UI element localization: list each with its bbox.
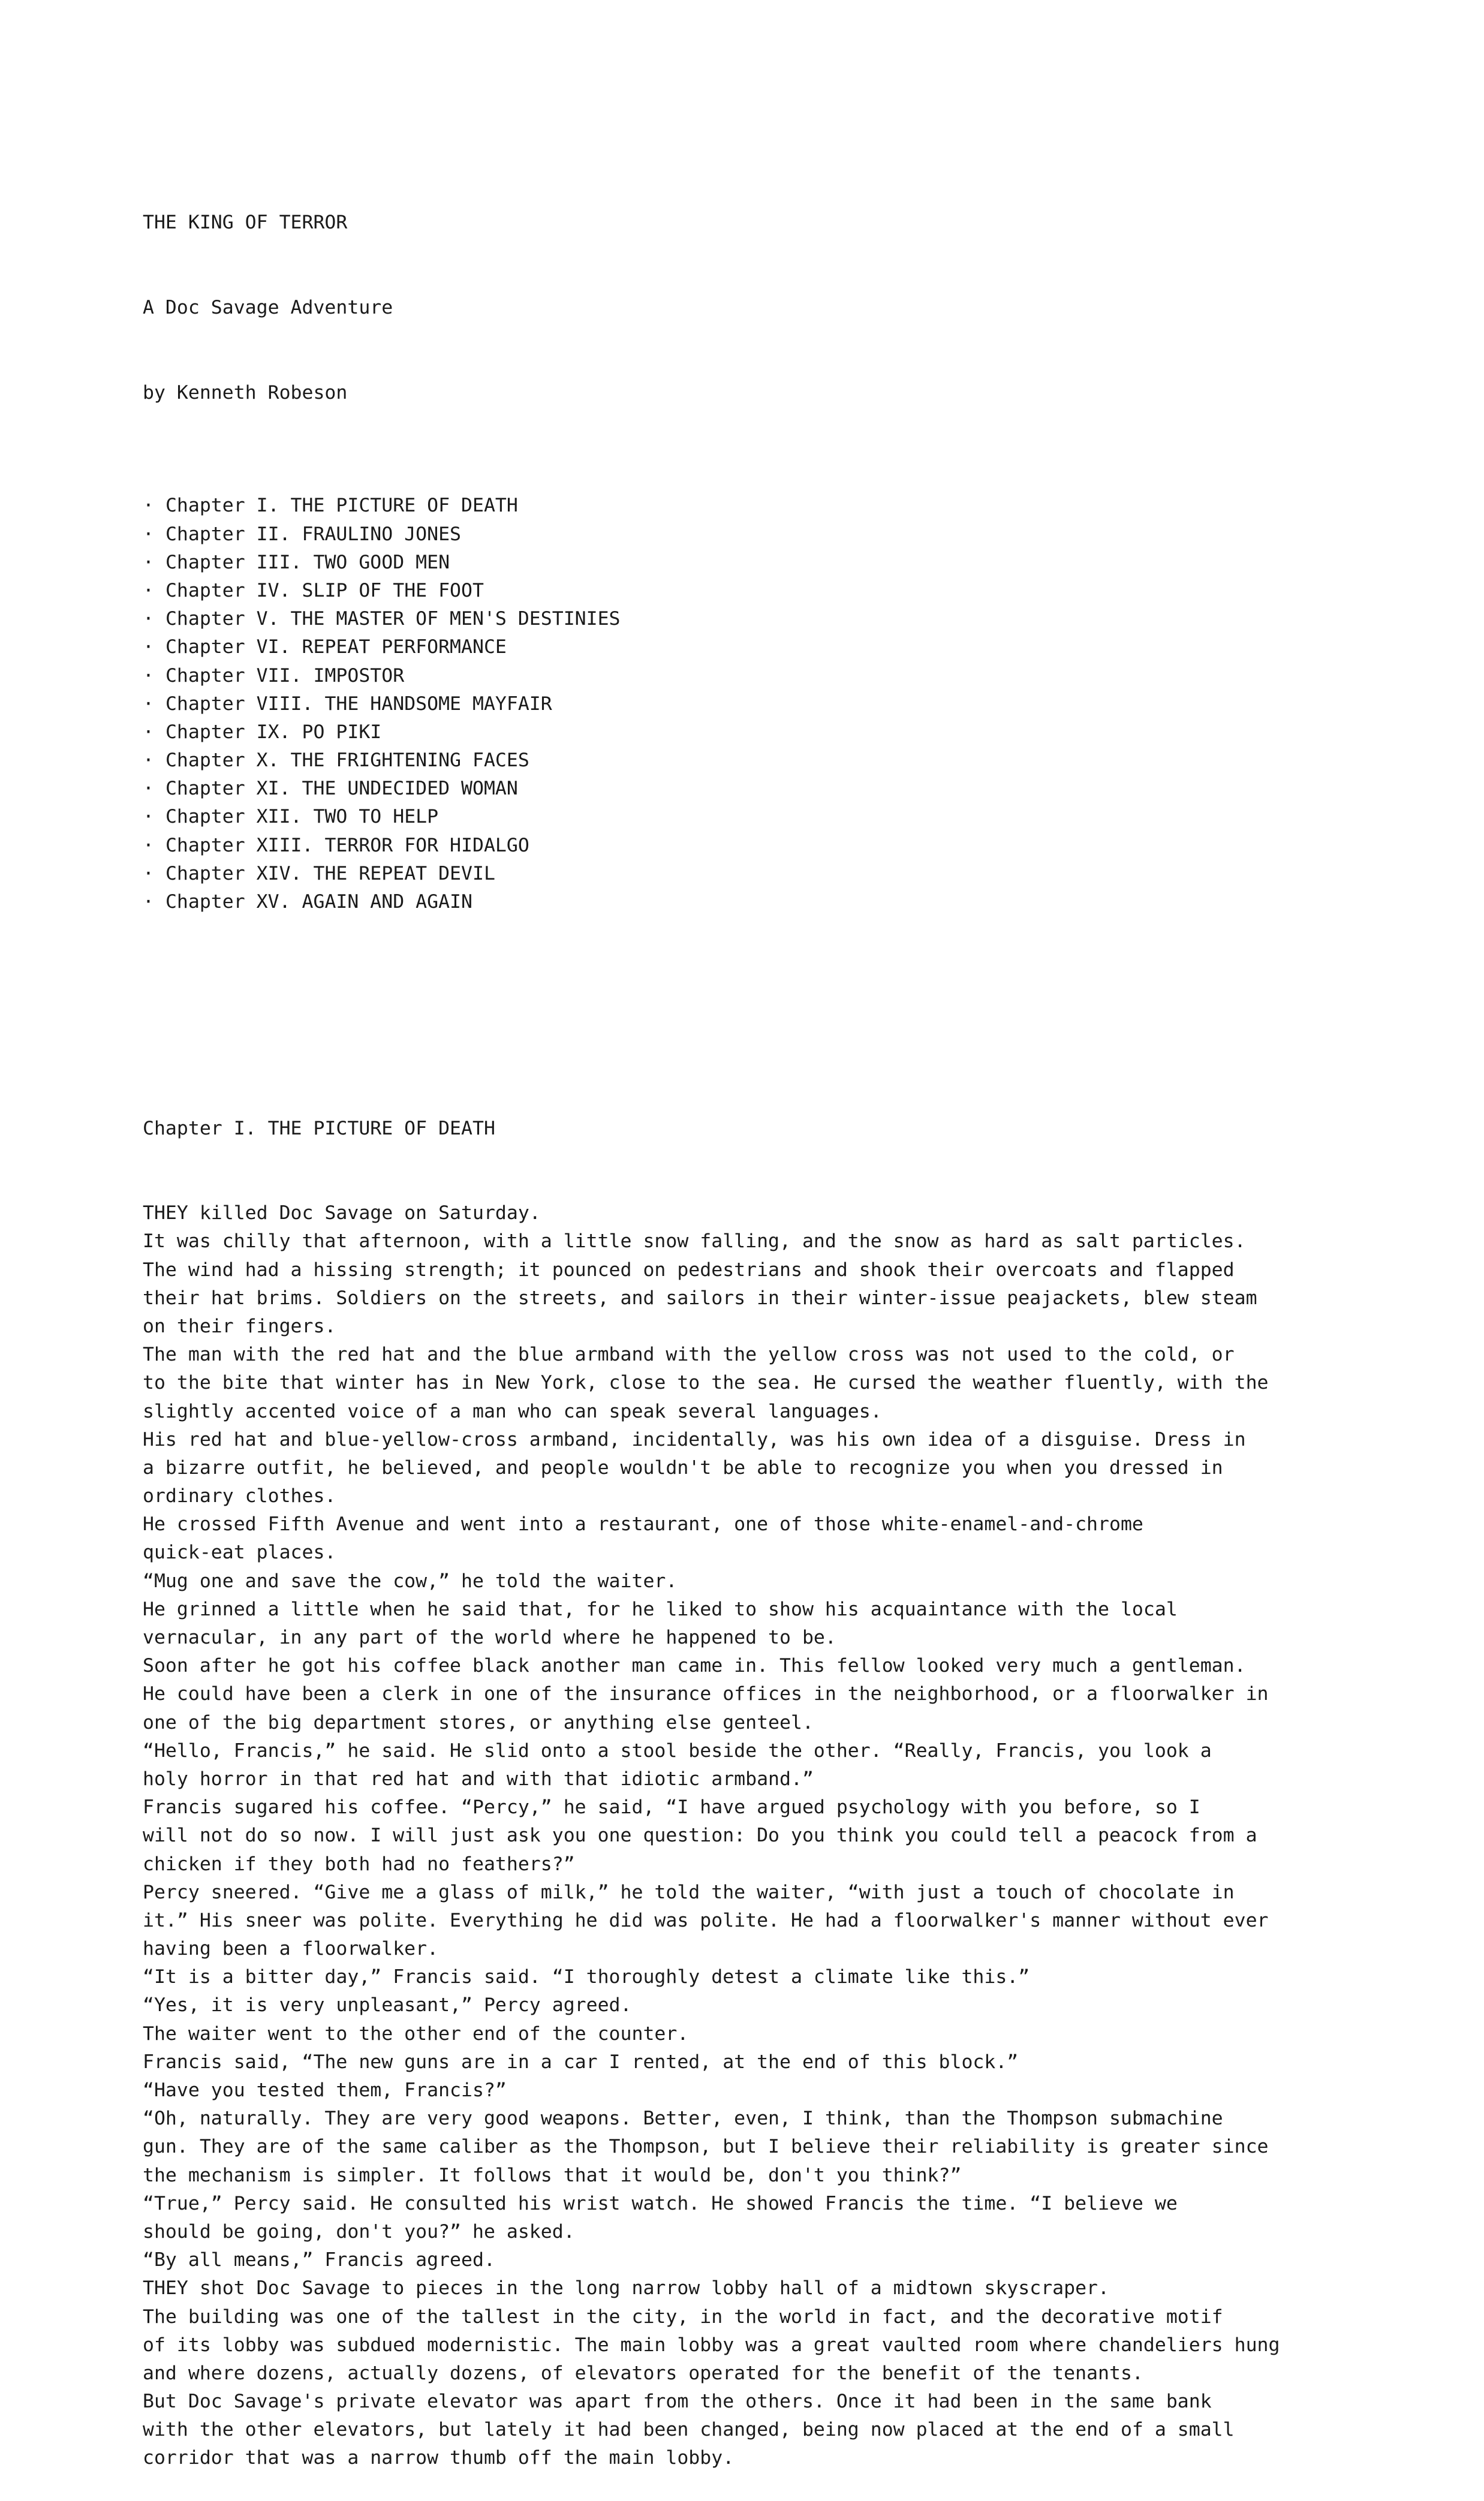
- book-author: by Kenneth Robeson: [143, 381, 348, 404]
- text-line: His red hat and blue-yellow-cross armband, incidentally, was his own idea of a disguise. Dress in: [143, 1428, 1246, 1450]
- toc-link-label: Chapter VIII. THE HANDSOME MAYFAIR: [165, 693, 552, 715]
- text-line: He grinned a little when he said that, for he liked to show his acquaintance with the local: [143, 1598, 1178, 1620]
- toc-link-label: Chapter III. TWO GOOD MEN: [165, 551, 450, 573]
- toc-link[interactable]: [143, 549, 1366, 577]
- text-line: on their fingers.: [143, 1315, 336, 1337]
- toc-link[interactable]: [143, 775, 1366, 803]
- toc-link[interactable]: [143, 633, 1366, 661]
- text-line: gun. They are of the same caliber as the Thompson, but I believe their reliability is greater since: [143, 2136, 1269, 2158]
- toc-link[interactable]: [143, 747, 1366, 775]
- text-line: vernacular, in any part of the world where he happened to be.: [143, 1627, 836, 1649]
- toc-link-label: Chapter I. THE PICTURE OF DEATH: [165, 495, 518, 517]
- toc-link-label: Chapter VII. IMPOSTOR: [165, 664, 405, 687]
- toc-link-label: Chapter XIV. THE REPEAT DEVIL: [165, 862, 495, 884]
- text-line: But Doc Savage's private elevator was apart from the others. Once it had been in the same bank: [143, 2391, 1212, 2413]
- bullet-icon: ·: [143, 891, 165, 913]
- text-line: THEY shot Doc Savage to pieces in the long narrow lobby hall of a midtown skyscraper.: [143, 2277, 1109, 2300]
- text-line: should be going, don't you?” he asked.: [143, 2220, 575, 2243]
- toc-link[interactable]: [143, 690, 1366, 718]
- bullet-icon: ·: [143, 551, 165, 573]
- toc-link-label: Chapter X. THE FRIGHTENING FACES: [165, 750, 529, 772]
- text-line: one of the big department stores, or anything else genteel.: [143, 1711, 814, 1733]
- text-line: “It is a bitter day,” Francis said. “I thoroughly detest a climate like this.”: [143, 1966, 1030, 1988]
- spacer: [143, 1001, 1366, 1030]
- text-line: It was chilly that afternoon, with a little snow falling, and the snow as hard as salt particles.: [143, 1230, 1246, 1253]
- toc-link-label: Chapter XI. THE UNDECIDED WOMAN: [165, 778, 518, 800]
- toc-link[interactable]: [143, 520, 1366, 549]
- bullet-icon: ·: [143, 721, 165, 743]
- toc-link-label: Chapter IX. PO PIKI: [165, 721, 382, 743]
- toc-link[interactable]: [143, 803, 1366, 831]
- text-line: ordinary clothes.: [143, 1485, 336, 1507]
- toc-link[interactable]: [143, 860, 1366, 888]
- toc-link-label: Chapter XIII. TERROR FOR HIDALGO: [165, 834, 529, 856]
- text-line: quick-eat places.: [143, 1542, 336, 1564]
- text-line: He could have been a clerk in one of the insurance offices in the neighborhood, or a floorwalker in: [143, 1683, 1269, 1705]
- text-line: it.” His sneer was polite. Everything he did was polite. He had a floorwalker's manner without ever: [143, 1909, 1269, 1931]
- text-line: “Have you tested them, Francis?”: [143, 2079, 507, 2102]
- toc-link[interactable]: [143, 577, 1366, 605]
- toc-link-label: Chapter VI. REPEAT PERFORMANCE: [165, 636, 507, 658]
- bullet-icon: ·: [143, 834, 165, 856]
- text-line: a bizarre outfit, he believed, and people wouldn't be able to recognize you when you dressed in: [143, 1456, 1223, 1479]
- text-line: “Oh, naturally. They are very good weapons. Better, even, I think, than the Thompson submachine: [143, 2108, 1223, 2130]
- text-line: of its lobby was subdued modernistic. The main lobby was a great vaulted room where chandeliers hung: [143, 2334, 1280, 2356]
- text-line: having been a floorwalker.: [143, 1938, 439, 1960]
- text-line: “By all means,” Francis agreed.: [143, 2249, 495, 2271]
- text-line: their hat brims. Soldiers on the streets, and sailors in their winter-issue peajackets, blew steam: [143, 1287, 1257, 1309]
- toc-link[interactable]: [143, 718, 1366, 747]
- text-line: Francis said, “The new guns are in a car I rented, at the end of this block.”: [143, 2051, 1019, 2073]
- chapter-body: [143, 1199, 1366, 2472]
- text-line: “Hello, Francis,” he said. He slid onto a stool beside the other. “Really, Francis, you look a: [143, 1739, 1212, 1762]
- text-line: and where dozens, actually dozens, of elevators operated for the benefit of the tenants.: [143, 2362, 1143, 2384]
- text-line: holy horror in that red hat and with that idiotic armband.”: [143, 1768, 814, 1790]
- toc-link-label: Chapter XII. TWO TO HELP: [165, 806, 439, 828]
- bullet-icon: ·: [143, 608, 165, 630]
- toc-link[interactable]: [143, 492, 1366, 520]
- text-line: The wind had a hissing strength; it pounced on pedestrians and shook their overcoats and flapped: [143, 1259, 1235, 1281]
- bullet-icon: ·: [143, 636, 165, 658]
- book-title: THE KING OF TERROR: [143, 212, 348, 234]
- text-line: “Yes, it is very unpleasant,” Percy agreed.: [143, 1994, 632, 2017]
- chapter-heading: Chapter I. THE PICTURE OF DEATH: [143, 1117, 495, 1139]
- table-of-contents: [143, 492, 1366, 916]
- text-line: Percy sneered. “Give me a glass of milk,” he told the waiter, “with just a touch of chocolate in: [143, 1881, 1235, 1903]
- bullet-icon: ·: [143, 523, 165, 545]
- text-line: slightly accented voice of a man who can speak several languages.: [143, 1400, 882, 1422]
- bullet-icon: ·: [143, 778, 165, 800]
- document-page: [143, 152, 1366, 2501]
- bullet-icon: ·: [143, 750, 165, 772]
- toc-link[interactable]: [143, 888, 1366, 916]
- toc-link[interactable]: [143, 662, 1366, 690]
- text-line: “Mug one and save the cow,” he told the waiter.: [143, 1570, 678, 1592]
- text-line: The building was one of the tallest in the city, in the world in fact, and the decorative motif: [143, 2306, 1223, 2328]
- text-line: Soon after he got his coffee black another man came in. This fellow looked very much a gentleman.: [143, 1655, 1246, 1677]
- text-line: corridor that was a narrow thumb off the main lobby.: [143, 2447, 735, 2469]
- toc-link-label: Chapter V. THE MASTER OF MEN'S DESTINIES: [165, 608, 621, 630]
- toc-link[interactable]: [143, 832, 1366, 860]
- text-line: the mechanism is simpler. It follows that it would be, don't you think?”: [143, 2164, 962, 2186]
- toc-link-label: Chapter XV. AGAIN AND AGAIN: [165, 891, 472, 913]
- toc-link-label: Chapter II. FRAULINO JONES: [165, 523, 462, 545]
- text-line: with the other elevators, but lately it had been changed, being now placed at the end of a small: [143, 2419, 1235, 2441]
- bullet-icon: ·: [143, 664, 165, 687]
- text-line: The waiter went to the other end of the counter.: [143, 2023, 689, 2045]
- bullet-icon: ·: [143, 495, 165, 517]
- bullet-icon: ·: [143, 806, 165, 828]
- text-line: chicken if they both had no feathers?”: [143, 1853, 575, 1875]
- text-line: Francis sugared his coffee. “Percy,” he said, “I have argued psychology with you before, so I: [143, 1796, 1200, 1819]
- text-line: THEY killed Doc Savage on Saturday.: [143, 1202, 541, 1224]
- text-line: He crossed Fifth Avenue and went into a restaurant, one of those white-enamel-and-chrome: [143, 1513, 1143, 1536]
- toc-link[interactable]: [143, 605, 1366, 633]
- text-line: The man with the red hat and the blue armband with the yellow cross was not used to the cold, or: [143, 1344, 1235, 1366]
- bullet-icon: ·: [143, 579, 165, 601]
- toc-link-label: Chapter IV. SLIP OF THE FOOT: [165, 579, 484, 601]
- text-line: will not do so now. I will just ask you one question: Do you think you could tell a peacock from a: [143, 1825, 1257, 1847]
- book-subtitle: A Doc Savage Adventure: [143, 297, 393, 318]
- text-line: to the bite that winter has in New York, close to the sea. He cursed the weather fluently, with the: [143, 1372, 1269, 1394]
- bullet-icon: ·: [143, 693, 165, 715]
- bullet-icon: ·: [143, 862, 165, 884]
- text-line: “True,” Percy said. He consulted his wrist watch. He showed Francis the time. “I believe we: [143, 2192, 1178, 2214]
